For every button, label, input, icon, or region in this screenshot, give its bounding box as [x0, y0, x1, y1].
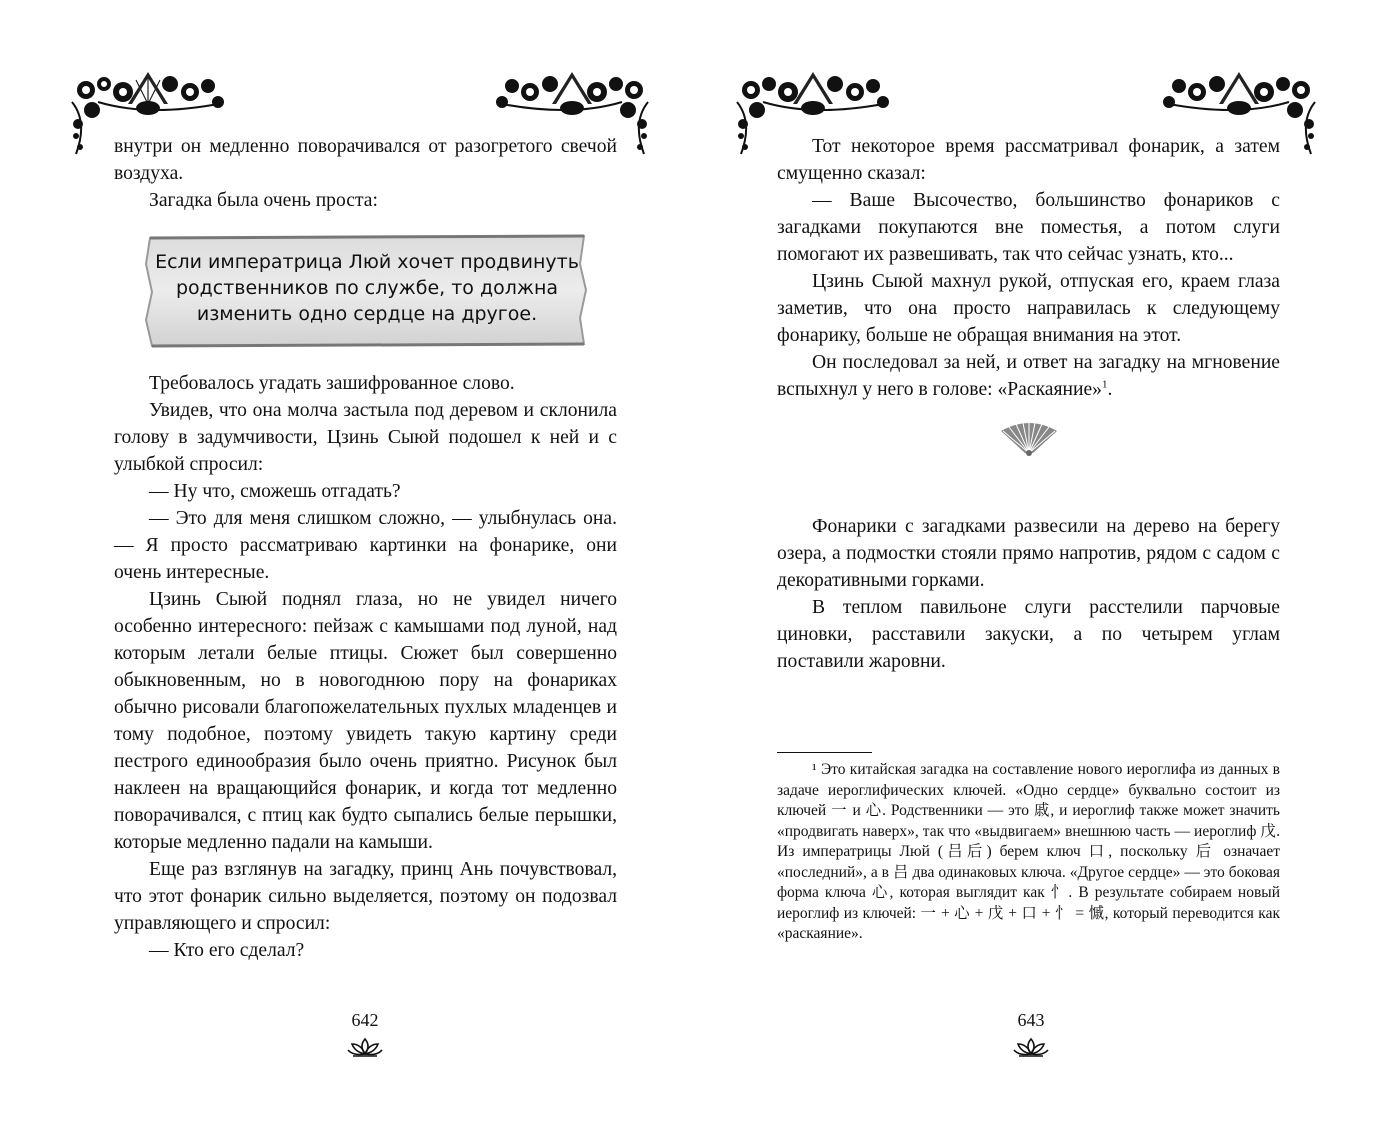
- paragraph: Загадка была очень проста:: [149, 190, 378, 211]
- page-number: 642: [351, 1010, 379, 1030]
- riddle-scroll: [144, 234, 590, 348]
- paragraph: Фонарики с загадками развесили на дерево на берегу озера, а подмостки стояли прямо напротив, рядом с садом с декоративными горками.: [777, 516, 1280, 591]
- dialogue-line: — Это для меня слишком сложно, — улыбнулась она. — Я просто рассматриваю картинки на фонарике, они очень интересные.: [114, 508, 617, 583]
- footnote-divider: [777, 752, 872, 753]
- paragraph: внутри он медленно поворачивался от разогретого свечой воздуха.: [114, 136, 617, 184]
- paragraph: Тот некоторое время рассматривал фонарик, а затем смущенно сказал:: [777, 136, 1280, 184]
- paragraph: В теплом павильоне слуги расстелили парчовые циновки, расставили закуски, а по четырем углам поставили жаровни.: [777, 597, 1280, 672]
- page-number: 643: [1017, 1010, 1045, 1030]
- riddle-line: родственников по службе, то должна: [175, 277, 559, 299]
- riddle-line: Если императрица Люй хочет продвинуть: [155, 251, 579, 273]
- paragraph: Цзинь Сыюй поднял глаза, но не увидел ничего особенно интересного: пейзаж с камышами под луной, над которым летали белые птицы. Сюжет был совершенно обыкновенным, но в новогоднюю пору на фонариках обычно рисовали благопожелательных пухлых младенцев и тому подобное, поэтому увидеть такую картину среди пестрого единообразия было очень приятно. Рисунок был наклеен на вращающийся фонарик, и когда тот медленно поворачивался, с птиц как будто сыпались белые перышки, которые медленно падали на камыши.: [114, 589, 617, 853]
- paragraph: Цзинь Сыюй махнул рукой, отпуская его, краем глаза заметив, что она просто направилась к следующему фонарику, больше не обращая внимания на этот.: [777, 271, 1280, 346]
- footnote: [777, 760, 1280, 945]
- footnote-marker[interactable]: 1: [1101, 378, 1108, 391]
- right-page: [697, 0, 1394, 1125]
- lotus-icon: [347, 1036, 383, 1058]
- paragraph: Увидев, что она молча застыла под деревом и склонила голову в задумчивости, Цзинь Сыюй подошел к ней и с улыбкой спросил:: [114, 400, 617, 475]
- paragraph: Он последовал за ней, и ответ на загадку на мгновение вспыхнул у него в голове: «Раскаяние»$^1$.: [777, 352, 1280, 400]
- dialogue-line: — Ваше Высочество, большинство фонариков с загадками покупаются вне поместья, а потом слуги помогают их развешивать, так что сейчас узнать, кто...: [777, 190, 1280, 265]
- right-page-text: [777, 133, 1280, 675]
- paragraph-text: Он последовал за ней, и ответ на загадку на мгновение вспыхнул у него в голове: «Раскаяние»: [777, 352, 1280, 400]
- lotus-icon: [1013, 1036, 1049, 1058]
- riddle-text: [144, 249, 590, 327]
- dialogue-line: — Кто его сделал?: [149, 940, 305, 961]
- dialogue-line: — Ну что, сможешь отгадать?: [149, 481, 401, 502]
- riddle-line: изменить одно сердце на другое.: [196, 303, 538, 325]
- paragraph: Требовалось угадать зашифрованное слово.: [149, 373, 515, 394]
- folding-fan-icon: [999, 421, 1059, 457]
- left-page-text: [114, 133, 617, 964]
- section-separator: [777, 403, 1280, 513]
- footnote-text: ¹ Это китайская загадка на составление нового иероглифа из данных в задаче иероглифических ключей. «Одно сердце» буквально состоит из ключей 一 и 心. Родственники — это 戚, и иероглиф также может значить «продвигать наверх», так что «выдвигаем» внешнюю часть — иероглиф 戊. Из императрицы Люй (吕后) берем ключ 口, поскольку 后 означает «последний», а в 吕 два одинаковых ключа. «Другое сердце» — это боковая форма ключа 心, которая выглядит как 忄. В результате собираем новый иероглиф из ключей: 一 + 心 + 戊 + 口 + 忄 = 慽, который переводится как «раскаяние».: [777, 761, 1280, 942]
- paragraph: Еще раз взглянув на загадку, принц Ань почувствовал, что этот фонарик сильно выделяется, поэтому он подозвал управляющего и спросил:: [114, 859, 617, 934]
